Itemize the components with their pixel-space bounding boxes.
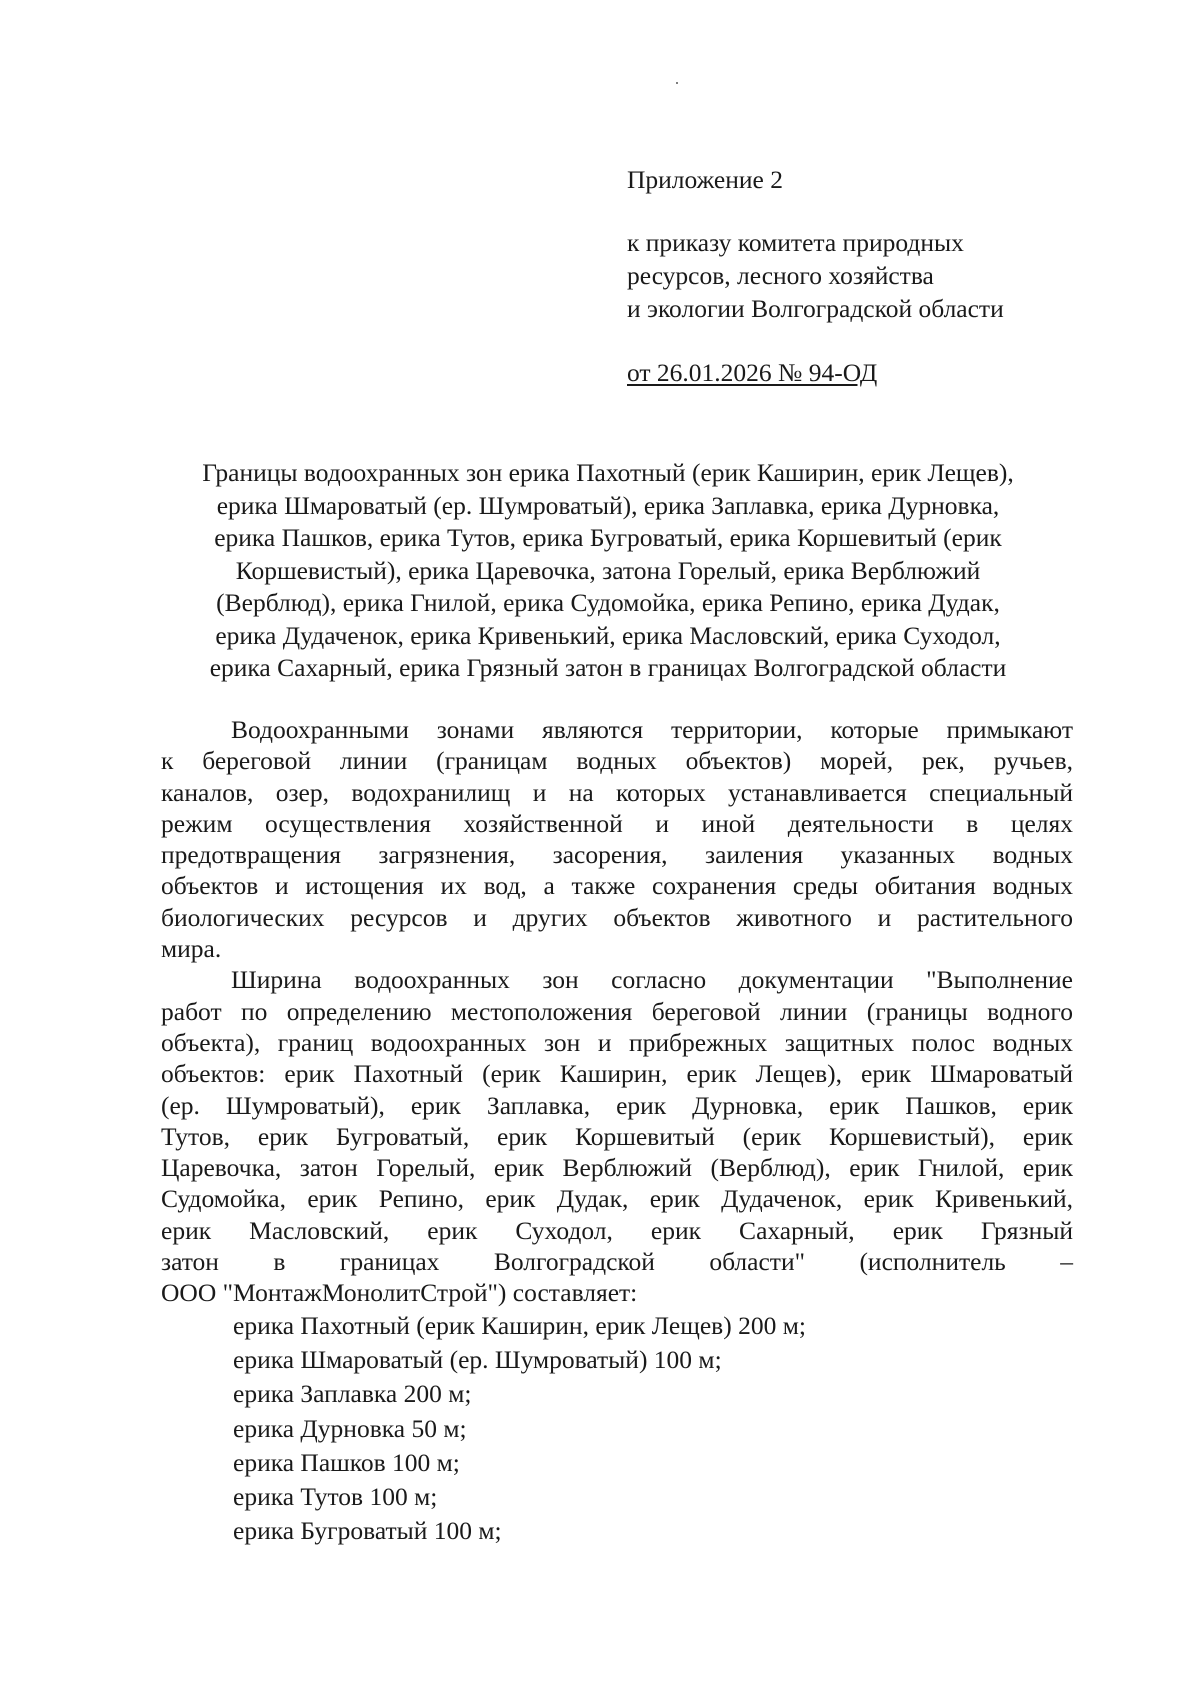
title-line: Коршевистый), ерика Царевочка, затона Горелый, ерика Верблюжий — [235, 555, 981, 585]
list-item: ерика Заплавка 200 м; — [233, 1379, 472, 1409]
paragraph-line: (ер. Шумроватый), ерик Заплавка, ерик Дурновка, ерик Пашков, ерик — [161, 1090, 1073, 1120]
list-item: ерика Тутов 100 м; — [233, 1482, 438, 1512]
paragraph-line: предотвращения загрязнения, засорения, заиления указанных водных — [161, 840, 1073, 870]
list-item: ерика Пахотный (ерик Каширин, ерик Лещев) 200 м; — [233, 1310, 806, 1340]
list-item: ерика Бугроватый 100 м; — [233, 1516, 502, 1546]
document-title — [148, 457, 1068, 685]
appendix-reference-line: ресурсов, лесного хозяйства — [627, 261, 934, 290]
paragraph-line: ООО "МонтажМонолитСтрой") составляет: — [161, 1278, 638, 1308]
list-item: ерика Дурновка 50 м; — [233, 1413, 467, 1443]
title-line: ерика Дудаченок, ерика Кривенький, ерика Масловский, ерика Суходол, — [215, 620, 1001, 650]
paragraph-line: биологических ресурсов и других объектов животного и растительного — [161, 902, 1073, 932]
paragraph-line: к береговой линии (границам водных объектов) морей, рек, ручьев, — [161, 746, 1073, 776]
paragraph-line: объектов: ерик Пахотный (ерик Каширин, ерик Лещев), ерик Шмароватый — [161, 1059, 1073, 1089]
title-line: Границы водоохранных зон ерика Пахотный (ерик Каширин, ерик Лещев), — [202, 458, 1014, 487]
title-line: ерика Шмароватый (ер. Шумроватый), ерика Заплавка, ерика Дурновка, — [216, 490, 1000, 520]
paragraph-line: мира. — [161, 934, 222, 964]
paragraph-line: Водоохранными зонами являются территории, которые примыкают — [231, 715, 1073, 744]
title-line: ерика Пашков, ерика Тутов, ерика Бугроватый, ерика Коршевитый (ерик — [214, 523, 1002, 552]
paragraph-line: Ширина водоохранных зон согласно документации "Выполнение — [231, 965, 1073, 995]
appendix-header — [627, 163, 1107, 389]
title-line: (Верблюд), ерика Гнилой, ерика Судомойка, ерика Репино, ерика Дудак, — [216, 588, 1000, 617]
paragraph-line: работ по определению местоположения береговой линии (границы водного — [161, 996, 1073, 1026]
paragraph-line: объектов и истощения их вод, а также сохранения среды обитания водных — [161, 871, 1073, 901]
paragraph-line: ерик Масловский, ерик Суходол, ерик Сахарный, ерик Грязный — [161, 1215, 1073, 1245]
document-body — [161, 714, 1073, 1549]
paragraph-line: Царевочка, затон Горелый, ерик Верблюжий (Верблюд), ерик Гнилой, ерик — [161, 1153, 1073, 1183]
title-line: ерика Сахарный, ерика Грязный затон в границах Волгоградской области — [209, 653, 1007, 682]
paragraph-line: каналов, озер, водохранилищ и на которых устанавливается специальный — [161, 777, 1073, 807]
appendix-reference — [627, 226, 1107, 325]
appendix-title: Приложение 2 — [627, 165, 783, 194]
paragraph-width — [161, 964, 1073, 1308]
paragraph-line: Тутов, ерик Бугроватый, ерик Коршевитый (ерик Коршевистый), ерик — [161, 1121, 1073, 1151]
appendix-reference-line: к приказу комитета природных — [627, 228, 964, 257]
order-date-number: от 26.01.2026 № 94-ОД — [627, 358, 878, 387]
paragraph-definition — [161, 714, 1073, 964]
scan-speck — [676, 82, 678, 84]
list-item: ерика Пашков 100 м; — [233, 1447, 460, 1477]
appendix-reference-line: и экологии Волгоградской области — [627, 294, 1004, 323]
paragraph-line: затон в границах Волгоградской области" (исполнитель – — [161, 1247, 1073, 1277]
water-protection-width-list — [161, 1309, 1073, 1549]
paragraph-line: объекта), границ водоохранных зон и прибрежных защитных полос водных — [161, 1027, 1073, 1057]
paragraph-line: Судомойка, ерик Репино, ерик Дудак, ерик Дудаченок, ерик Кривенький, — [161, 1184, 1073, 1214]
list-item: ерика Шмароватый (ер. Шумроватый) 100 м; — [233, 1344, 722, 1374]
paragraph-line: режим осуществления хозяйственной и иной деятельности в целях — [161, 808, 1073, 838]
